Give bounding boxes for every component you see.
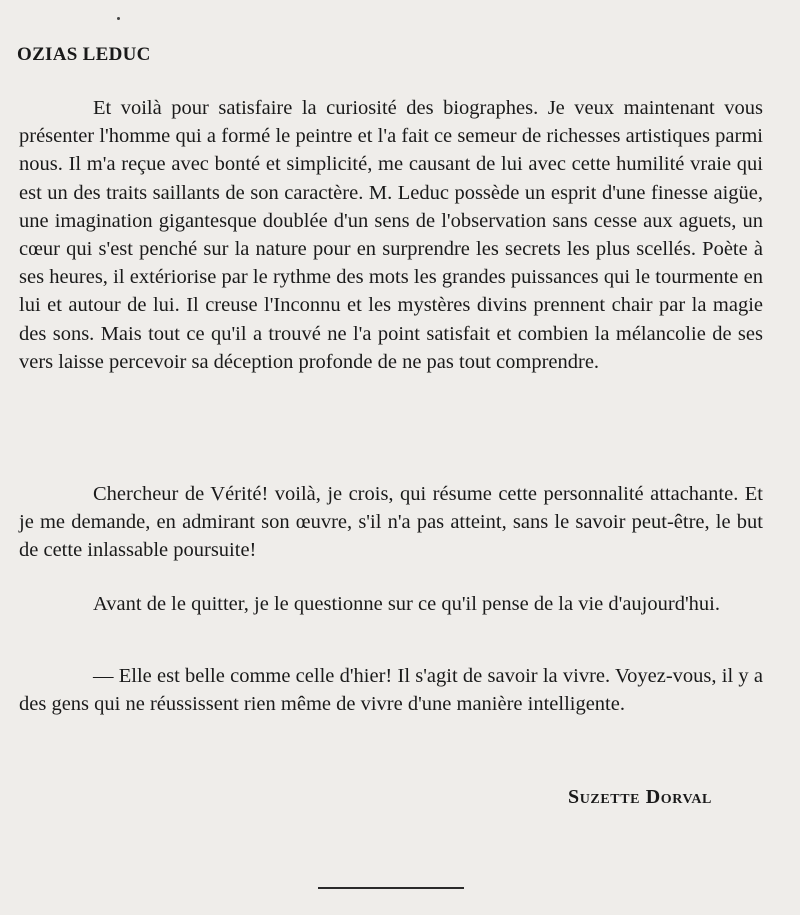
paragraph-4-block	[19, 662, 763, 718]
ink-speck	[117, 17, 120, 20]
paragraph-1-block	[19, 94, 763, 376]
paragraph-3-block	[19, 590, 763, 618]
paragraph-3: Avant de le quitter, je le questionne sur ce qu'il pense de la vie d'aujourd'hui.	[93, 593, 720, 615]
author-signature: Suzette Dorval	[567, 786, 712, 808]
paragraph-2-block	[19, 480, 763, 565]
running-header: OZIAS LEDUC	[17, 44, 151, 65]
paragraph-1: Et voilà pour satisfaire la curiosité des biographes. Je veux maintenant vous présenter l'homme qui a formé le peintre et l'a fait ce semeur de richesses artistiques parmi nous. Il m'a reçue avec bonté et simplicité, me causant de lui avec cette humilité vraie qui est un des traits saillants de son caractère. M. Leduc possède un esprit d'une finesse aigüe, une imagination gigantesque doublée d'un sens de l'observation sans cesse aux aguets, un cœur qui s'est penché sur la nature pour en surprendre les secrets les plus scellés. Poète à ses heures, il extériorise par le rythme des mots les grandes puissances qui le tourmente en lui et autour de lui. Il creuse l'Inconnu et les mystères divins prennent chair par la magie des sons. Mais tout ce qu'il a trouvé ne l'a point satisfait et combien la mélancolie de ses vers laisse percevoir sa déception profonde de ne pas tout comprendre.	[19, 97, 763, 373]
paragraph-2: Chercheur de Vérité! voilà, je crois, qui résume cette personnalité attachante. Et je me demande, en admirant son œuvre, s'il n'a pas atteint, sans le savoir peut-être, le but de cette inlassable poursuite!	[19, 483, 763, 562]
closing-rule	[318, 887, 464, 889]
paragraph-4: — Elle est belle comme celle d'hier! Il s'agit de savoir la vivre. Voyez-vous, il y a des gens qui ne réussissent rien même de vivre d'une manière intelligente.	[19, 665, 763, 716]
